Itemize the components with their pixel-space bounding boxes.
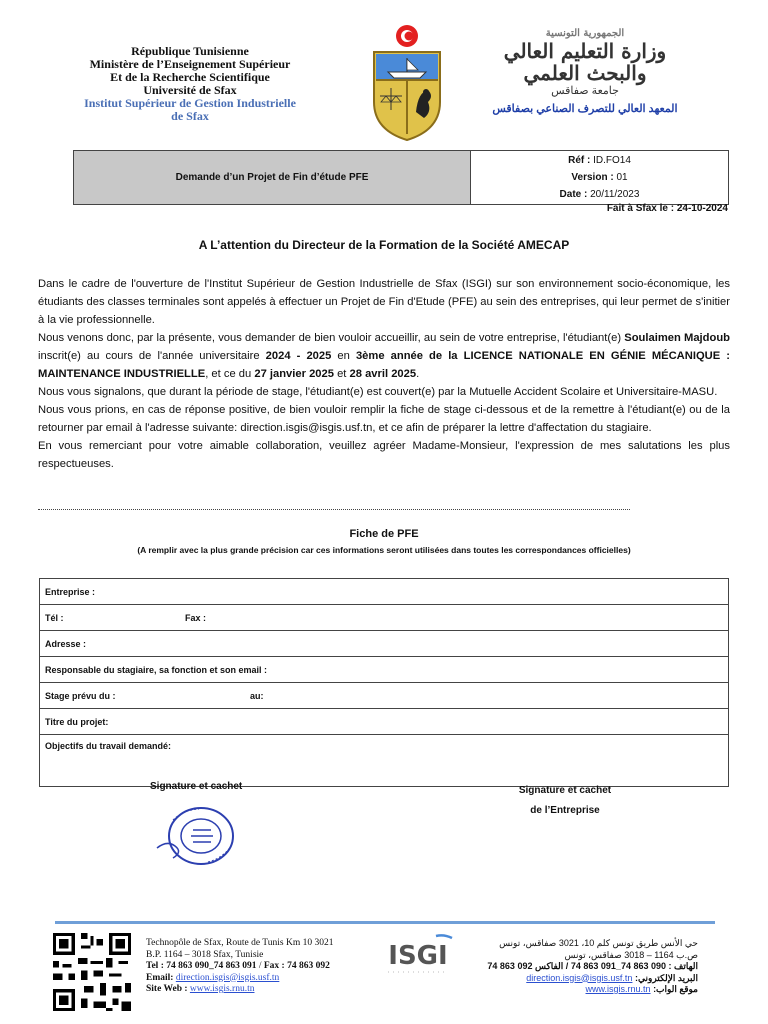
academic-year: 2024 - 2025 — [265, 350, 332, 362]
version-label: Version : — [571, 172, 614, 183]
letter-body — [38, 275, 730, 473]
footer-fax-label: Fax : — [263, 961, 285, 971]
attention-line: A L’attention du Directeur de la Formation de la Société AMECAP — [198, 238, 570, 252]
footer-ar-email-label: البريد الإلكتروني: — [634, 972, 698, 983]
tunisia-coat-of-arms-icon — [366, 22, 448, 144]
signature-company — [510, 781, 620, 821]
date-label: Date : — [559, 189, 588, 200]
stage-au-label: au: — [250, 690, 264, 701]
footer-ar-email-link[interactable]: direction.isgis@isgis.usf.tn — [526, 972, 633, 983]
isgi-logo-text: ISGI — [388, 941, 448, 971]
entreprise-field[interactable] — [40, 579, 729, 605]
footer-bp: B.P. 1164 – 3018 Sfax, Tunisie — [146, 949, 264, 960]
stage-du-label: Stage prévu du : — [45, 690, 116, 701]
paragraph: En vous remerciant pour votre aimable collaboration, veuillez agréer Madame-Monsieur, l'expression de mes salutations les plus respectueuses. — [38, 440, 730, 470]
header-line: Et de la Recherche Scientifique — [110, 70, 270, 84]
arabic-ministry-line: وزارة التعليم العالي — [503, 39, 667, 63]
isgi-logo — [380, 932, 456, 978]
signature-company-sub: de l’Entreprise — [530, 805, 600, 816]
footer-separator — [55, 921, 715, 924]
fiche-title: Fiche de PFE — [349, 528, 419, 540]
fiche-subtitle: (A remplir avec la plus grande précision car ces informations seront utilisées dans toutes les correspondances officielles) — [137, 545, 631, 555]
header-line: Ministère de l’Enseignement Supérieur — [89, 57, 291, 71]
end-date: 28 avril 2025 — [349, 368, 417, 380]
footer-tel-label: Tel : — [146, 961, 164, 971]
qr-code-icon — [53, 933, 131, 1011]
objectifs-field[interactable] — [40, 735, 729, 787]
fax-label: Fax : — [185, 612, 207, 623]
footer-web-link[interactable]: www.isgis.rnu.tn — [189, 984, 255, 994]
footer-email-label: Email: — [146, 972, 174, 983]
paragraph: Nous vous signalons, que durant la période de stage, l'étudiant(e) est couvert(e) par la Mutuelle Accident Scolaire et Universitaire-MASU. — [38, 386, 718, 398]
footer-ar-address: حي الأنس طريق تونس كلم 10، 3021 صفاقس، تونس — [499, 938, 698, 948]
stage-dates-field[interactable] — [40, 683, 729, 709]
header-line: Université de Sfax — [143, 83, 237, 97]
footer-web-label: Site Web : — [146, 984, 188, 994]
dotted-separator — [38, 509, 630, 510]
footer-tel: 74 863 090_74 863 091 — [166, 961, 257, 971]
ref-value: ID.FO14 — [593, 155, 631, 166]
footer-ar-tel: الهاتف : 090 863 74_091 863 74 / الفاكس 092 863 74 — [487, 961, 698, 971]
paragraph: Nous venons donc, par la présente, vous demander de bien vouloir accueillir, au sein de votre entreprise, l'étudiant(e) Soulaimen Majdoub inscrit(e) au cours de l'année universitaire 2024 - 2025 en 3ème année de la LICENCE NATIONALE EN GÉNIE MÉCANIQUE : MAINTENANCE INDUSTRIELLE, et ce du 27 janvier 2025 et 28 avril 2025. — [38, 332, 730, 380]
responsable-label: Responsable du stagiaire, sa fonction et son email : — [45, 664, 268, 675]
program-name: 3ème année de la LICENCE NATIONALE EN GÉNIE MÉCANIQUE : MAINTENANCE INDUSTRIELLE — [38, 350, 730, 380]
date-value: 20/11/2023 — [590, 189, 640, 200]
footer-ar-web-label: موقع الواب: — [653, 984, 698, 994]
ref-label: Réf : — [568, 155, 591, 166]
responsable-field[interactable] — [40, 657, 729, 683]
header-french — [60, 45, 320, 123]
adresse-field[interactable] — [40, 631, 729, 657]
institute-name: Institut Supérieur de Gestion Industrielle — [84, 96, 296, 110]
entreprise-label: Entreprise : — [45, 586, 96, 597]
start-date: 27 janvier 2025 — [254, 368, 334, 380]
signature-institute-label: Signature et cachet — [150, 781, 243, 792]
arabic-republic: الجمهورية التونسية — [545, 28, 625, 39]
footer-ar-web-link[interactable]: www.isgis.rnu.tn — [585, 984, 651, 994]
adresse-label: Adresse : — [45, 638, 87, 649]
titre-field[interactable] — [40, 709, 729, 735]
header-line: République Tunisienne — [131, 44, 249, 58]
footer-fax: 74 863 092 — [287, 961, 330, 971]
objectifs-label: Objectifs du travail demandé: — [45, 741, 172, 751]
header-arabic — [470, 28, 700, 115]
titre-label: Titre du projet: — [45, 716, 109, 727]
arabic-university: جامعة صفاقس — [551, 85, 619, 97]
institute-stamp-icon — [153, 800, 245, 872]
document-title: Demande d’un Projet de Fin d’étude PFE — [74, 151, 471, 205]
document-info — [471, 151, 729, 205]
institute-city: de Sfax — [171, 109, 209, 123]
student-name: Soulaimen Majdoub — [624, 332, 730, 344]
paragraph: Dans le cadre de l'ouverture de l'Institut Supérieur de Gestion Industrielle de Sfax (ISGI) sur son environnement socio-économique, les étudiants des classes terminales sont appelés à effectuer un Projet de Fin d'Etude (PFE) au sein des entreprises, qui leur permet de s'initier à la vie professionnelle. — [38, 278, 730, 326]
version-value: 01 — [616, 172, 628, 183]
footer-email-link[interactable]: direction.isgis@isgis.usf.tn — [175, 972, 280, 983]
signature-company-label: Signature et cachet — [518, 785, 612, 796]
place-date: Fait à Sfax le : 24-10-2024 — [606, 203, 728, 214]
arabic-institute: المعهد العالي للتصرف الصناعي بصفاقس — [492, 103, 678, 115]
footer-arabic — [470, 938, 698, 996]
document-reference-table — [73, 150, 729, 205]
footer-french: Technopôle de Sfax, Route de Tunis Km 10 3021 B.P. 1164 – 3018 Sfax, Tunisie Tel : 74 863 090_74 863 091 / Fax : 74 863 092 Email: direction.isgis@isgis.usf.tn Site Web : www.isgis.rnu.tn — [146, 938, 334, 994]
arabic-ministry-line: والبحث العلمي — [523, 61, 647, 85]
tel-label: Tél : — [45, 612, 64, 623]
paragraph: Nous vous prions, en cas de réponse positive, de bien vouloir remplir la fiche de stage ci-dessous et de la remettre à l'étudiant(e) ou de la retourner par email à l'adresse suivante: direction.isgis@isgis.usf.tn, et ce afin de préparer la lettre d'affectation du stagiaire. — [38, 404, 730, 434]
tel-fax-field[interactable] — [40, 605, 729, 631]
footer-ar-bp: ص.ب 1164 – 3018 صفاقس، تونس — [564, 949, 698, 960]
pfe-form — [39, 578, 729, 787]
footer-address: Technopôle de Sfax, Route de Tunis Km 10 3021 — [146, 938, 334, 948]
